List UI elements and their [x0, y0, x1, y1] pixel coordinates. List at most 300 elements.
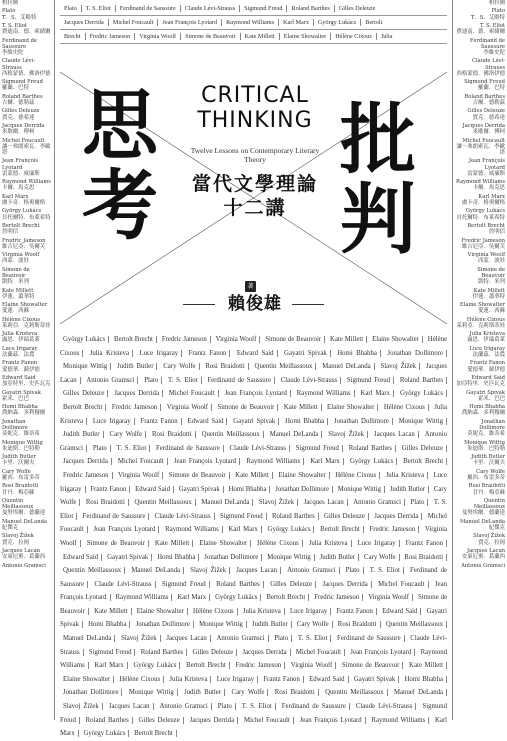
- top-grid-name: Michel Foucault: [109, 19, 159, 26]
- side-name-en: Michel Foucault: [2, 137, 45, 144]
- top-grid-name: Virginia Woolf: [135, 33, 181, 40]
- side-name-en: Antonio Gramsci: [461, 562, 505, 569]
- paragraph-name: Frantz Fanon: [333, 608, 377, 615]
- side-name-entry: [455, 563, 505, 569]
- side-name-entry: [455, 223, 505, 235]
- side-name-en: Luce Irigaray: [2, 345, 38, 352]
- paragraph-name: Jean François Lyotard: [222, 390, 291, 397]
- paragraph-name: Manuel DeLanda: [60, 635, 115, 642]
- side-name-entry: [455, 38, 505, 57]
- paragraph-name: Quentin Meillassoux: [322, 689, 388, 696]
- paragraph-name: Simone de Beauvoir: [339, 662, 403, 669]
- paragraph-name: Gilles Deleuze: [190, 649, 238, 656]
- side-name-cn: 雷蒙德．威廉斯: [2, 170, 40, 177]
- paragraph-name: Judith Butler: [114, 363, 157, 370]
- paragraph-name: Hélène Cixous: [254, 540, 303, 547]
- side-name-entry: [455, 302, 505, 314]
- side-name-en: T. S. Eliot: [2, 22, 27, 29]
- chinese-subtitle-line2: 十二講: [223, 197, 287, 219]
- side-name-entry: [2, 208, 52, 220]
- paragraph-name: György Lukács: [212, 594, 261, 601]
- side-name-entry: [2, 317, 52, 329]
- paragraph-name: Jonathan Dollimore: [133, 621, 194, 628]
- paragraph-name: Kate Millett: [232, 472, 273, 479]
- paragraph-name: Plato: [407, 499, 428, 506]
- paragraph-name: Jean François Lyotard: [171, 458, 241, 465]
- side-name-en: Jacques Derrida: [462, 122, 505, 129]
- paragraph-name: Jean François Lyotard: [347, 649, 415, 656]
- side-name-cn: 加亞特里．史匹瓦克: [2, 381, 51, 388]
- paragraph-name: Simone de Beauvoir: [166, 472, 230, 479]
- side-name-cn: 貝托爾特．布萊希特: [2, 214, 51, 221]
- paragraph-name: Simone de Beauvoir: [84, 540, 149, 547]
- side-name-entry: [455, 533, 505, 545]
- side-name-en: Raymond Williams: [2, 179, 51, 186]
- side-name-entry: [2, 360, 52, 372]
- side-name-entry: [455, 548, 505, 560]
- paragraph-name: Jacques Derrida: [60, 458, 112, 465]
- side-name-entry: [2, 194, 52, 206]
- side-name-cn: 卡爾．馬克思: [472, 185, 505, 192]
- paragraph-name: T. S. Eliot: [114, 445, 151, 452]
- side-name-cn: 莫妮克．維蒂希: [2, 431, 40, 438]
- side-name-en: Rosi Braidotti: [2, 483, 39, 490]
- paragraph-name: Claude Lévi-Strauss: [227, 445, 290, 452]
- side-name-en: Fredric Jameson: [461, 237, 505, 244]
- paragraph-name: Cary Wolfe: [294, 621, 333, 628]
- side-name-entry: [455, 317, 505, 329]
- side-name-cn: 讓－弗朗索瓦．李歐塔: [456, 143, 505, 156]
- side-name-cn: 柏拉圖: [488, 0, 505, 6]
- top-grid-name: Ferdinand de Saussure: [116, 5, 181, 12]
- paragraph-name: Monique Wittig: [126, 689, 178, 696]
- paragraph-name: Rosi Braidotti: [335, 621, 381, 628]
- paragraph-name: Homi Bhabha: [226, 486, 271, 493]
- paragraph-name: Monique Wittig: [264, 554, 314, 561]
- side-name-cn: 凱特．米列: [2, 279, 29, 286]
- top-grid-row: [60, 16, 447, 30]
- side-name-en: Virginia Woolf: [2, 252, 40, 259]
- side-name-entry: [2, 454, 52, 466]
- side-name-cn: 柏拉圖: [2, 0, 19, 6]
- paragraph-name: Frantz Fanon: [403, 540, 447, 547]
- paragraph-name: Fredric Jameson: [311, 594, 363, 601]
- paragraph-name: Plato: [343, 567, 364, 574]
- paragraph-name: Homi Bhabha: [402, 676, 447, 683]
- paragraph-name: Gilles Deleuze: [321, 513, 369, 520]
- paragraph-name: Julia Kristeva: [383, 472, 428, 479]
- paragraph-name: Antonio Gramsci: [83, 377, 138, 384]
- left-name-column: [2, 0, 52, 720]
- top-grid-name: Elaine Showalter: [280, 33, 331, 40]
- paragraph-name: Elaine Showalter: [60, 676, 114, 683]
- side-name-cn: 米歇爾．傅柯: [472, 129, 505, 136]
- top-grid-name: Bertolt: [365, 19, 383, 26]
- side-name-cn: 賈克．拉岡: [2, 539, 29, 546]
- side-name-entry: [455, 519, 505, 531]
- paragraph-name: Monique Wittig: [335, 486, 385, 493]
- side-name-entry: [2, 288, 52, 300]
- side-name-cn: 西蒙．波娃: [2, 258, 29, 265]
- paragraph-name: Homi Bhabha: [85, 621, 130, 628]
- side-name-en: Karl Marx: [478, 193, 505, 200]
- top-grid-row: [60, 30, 447, 44]
- paragraph-name: Jonathan Dollimore: [331, 418, 393, 425]
- side-name-en: Monique Wittig: [2, 439, 43, 446]
- side-name-cn: 茱莉亞．克莉斯蒂娃: [456, 322, 505, 329]
- paragraph-name: György Lukács: [347, 458, 397, 465]
- right-name-column: [455, 0, 505, 720]
- side-name-en: Elaine Showalter: [2, 302, 48, 309]
- side-name-cn: 羅西．布雷多蒂: [467, 475, 505, 482]
- side-name-entry: [2, 346, 52, 358]
- paragraph-name: Manuel DeLanda: [128, 567, 184, 574]
- side-name-entry: [2, 483, 52, 495]
- top-grid-name: Sigmund Freud: [240, 5, 287, 12]
- paragraph-name: Claude Lévi-Strauss: [353, 703, 417, 710]
- paragraph-name: Hélène Cixous: [116, 676, 164, 683]
- side-name-entry: [455, 23, 505, 35]
- paragraph-name: Sigmund Freud: [159, 581, 210, 588]
- side-name-entry: [455, 8, 505, 20]
- paragraph-name: Rosi Braidotti: [83, 499, 129, 506]
- paragraph-name: Edward Said: [234, 350, 278, 357]
- side-name-cn: 盧卡奇．格奧爾格: [461, 199, 505, 206]
- side-name-en: Jonathan Dollimore: [2, 418, 28, 432]
- paragraph-name: Raymond Williams: [294, 390, 355, 397]
- paragraph-name: Manuel DeLanda: [319, 363, 374, 370]
- side-name-en: Quentin Meillassoux: [2, 498, 34, 511]
- paragraph-name: Kate Millett: [406, 662, 447, 669]
- side-name-en: Slavoj Žižek: [473, 533, 505, 540]
- side-name-entry: [455, 483, 505, 495]
- paragraph-name: Karl Marx: [357, 390, 394, 397]
- side-name-en: Jean François Lyotard: [468, 158, 505, 171]
- side-name-cn: 愛德華．薩伊德: [467, 366, 505, 373]
- side-name-en: Jean François Lyotard: [2, 158, 39, 171]
- author-seal: 著: [245, 281, 256, 292]
- paragraph-name: Jacques Lacan: [106, 703, 154, 710]
- name-paragraph: [60, 333, 448, 738]
- paragraph-name: Gilles Deleuze: [399, 445, 447, 452]
- paragraph-name: Quentin Meillassoux: [383, 621, 447, 628]
- paragraph-name: Hélène Cixous: [190, 608, 238, 615]
- paragraph-name: T. S. Eliot: [295, 635, 331, 642]
- paragraph-name: Edward Said: [132, 486, 174, 493]
- paragraph-name: Virginia Woolf: [60, 526, 447, 547]
- paragraph-name: Bertolt Brecht: [131, 730, 177, 737]
- paragraph-name: György Lukács: [265, 526, 315, 533]
- paragraph-name: György Lukács: [60, 336, 109, 343]
- paragraph-name: Judith Butler: [387, 486, 429, 493]
- paragraph-name: Sigmund Freud: [344, 377, 394, 384]
- paragraph-name: Monique Wittig: [196, 621, 247, 628]
- side-name-cn: T．S．艾略特: [2, 14, 37, 21]
- paragraph-name: Elaine Showalter: [196, 540, 251, 547]
- paragraph-name: Fredric Jameson: [367, 526, 420, 533]
- side-name-cn: 愛蓮．西蘇: [2, 308, 29, 315]
- right-column-divider: [452, 0, 453, 720]
- paragraph-name: Fredric Jameson: [159, 336, 211, 343]
- side-name-en: Bertolt Brecht: [2, 222, 40, 229]
- side-name-en: Roland Barthes: [464, 93, 505, 100]
- paragraph-name: Michel Foucault: [115, 458, 168, 465]
- top-grid-name: Roland Barthes: [287, 5, 334, 12]
- side-name-en: Michel Foucault: [462, 137, 505, 144]
- side-name-en: Edward Said: [471, 375, 505, 382]
- side-name-entry: [2, 419, 52, 438]
- side-name-cn: 茱莉亞．克莉斯蒂娃: [2, 322, 51, 329]
- side-name-en: Elaine Showalter: [459, 302, 505, 309]
- paragraph-name: Quentin Meillassoux: [252, 363, 317, 370]
- side-name-cn: 甘丹．梅亞蘇: [472, 489, 505, 496]
- top-grid-name: Gilles Deleuze: [338, 5, 376, 12]
- paragraph-name: Jacques Derrida: [319, 581, 371, 588]
- side-name-entry: [2, 123, 52, 135]
- side-name-en: Karl Marx: [2, 193, 29, 200]
- paragraph-name: Julia Kristeva: [87, 350, 133, 357]
- paragraph-name: Gayatri Spivak: [281, 350, 331, 357]
- paragraph-name: Jean François Lyotard: [297, 717, 366, 724]
- side-name-en: Kate Millett: [2, 287, 34, 294]
- paragraph-name: Homi Bhabha: [334, 350, 381, 357]
- paragraph-name: Bertolt Brecht: [400, 458, 447, 465]
- side-name-entry: [455, 419, 505, 438]
- top-grid-name: Claude Lévi-Strauss: [181, 5, 240, 12]
- side-name-cn: 紀傑克: [488, 525, 505, 532]
- paragraph-name: Kate Millett: [281, 404, 322, 411]
- side-name-entry: [2, 519, 52, 531]
- paragraph-name: Bertolt Brecht: [111, 336, 157, 343]
- side-name-en: Judith Butler: [2, 454, 36, 461]
- paragraph-name: Claude Lévi-Strauss: [60, 635, 447, 656]
- paragraph-name: Judith Butler: [317, 554, 360, 561]
- side-name-entry: [455, 0, 505, 6]
- paragraph-name: Frantz Fanon: [186, 350, 231, 357]
- side-name-en: Simone de Beauvoir: [2, 266, 30, 279]
- paragraph-name: Ferdinand de Saussure: [60, 567, 448, 588]
- side-name-en: Homi Bhabha: [469, 404, 505, 411]
- top-grid-name: Raymond Williams: [222, 19, 279, 26]
- paragraph-name: Cary Wolfe: [361, 554, 399, 561]
- paragraph-name: Elaine Showalter: [369, 336, 423, 343]
- paragraph-name: Jacques Derrida: [371, 513, 422, 520]
- paragraph-name: Edward Said: [379, 608, 421, 615]
- paragraph-name: Karl Marx: [91, 662, 127, 669]
- paragraph-name: Fredric Jameson: [109, 404, 161, 411]
- side-name-entry: [2, 23, 52, 35]
- paragraph-name: György Lukács: [130, 662, 180, 669]
- side-name-cn: 羅蘭．巴特: [2, 85, 29, 92]
- paragraph-name: Elaine Showalter: [134, 608, 188, 615]
- side-name-cn: 米歇爾．傅柯: [2, 129, 35, 136]
- paragraph-name: Edward Said: [184, 418, 227, 425]
- paragraph-name: Ferdinand de Saussure: [279, 703, 350, 710]
- top-grid-name: Karl Marx: [279, 19, 314, 26]
- side-name-en: Slavoj Žižek: [2, 533, 34, 540]
- side-name-cn: 貝托爾特．布萊希特: [456, 214, 505, 221]
- side-name-cn: 甘丹．梅亞蘇: [2, 489, 35, 496]
- side-name-cn: 露思．伊瑞葛萊: [467, 337, 505, 344]
- side-name-en: Plato: [2, 8, 16, 15]
- paragraph-name: Ferdinand de Saussure: [204, 377, 275, 384]
- paragraph-name: Jonathan Dollimore: [384, 350, 447, 357]
- paragraph-name: Luce Irigaray: [60, 471, 448, 493]
- side-name-cn: 吉爾．德勒茲: [2, 99, 35, 106]
- side-name-cn: 伊蓮．蕭華特: [2, 293, 35, 300]
- side-name-en: Quentin Meillassoux: [473, 498, 505, 511]
- paragraph-name: Quentin Meillassoux: [131, 499, 196, 506]
- side-name-en: Julia Kristeva: [2, 331, 38, 338]
- side-name-cn: 愛德華．薩伊德: [2, 366, 40, 373]
- paragraph-name: Luce Irigaray: [90, 418, 135, 425]
- side-name-cn: 盧卡奇．格奧爾格: [2, 199, 46, 206]
- paragraph-name: Roland Barthes: [213, 581, 264, 588]
- paragraph-name: Virginia Woolf: [365, 594, 413, 601]
- side-name-entry: [2, 79, 52, 91]
- side-name-cn: 費迪南．德．索緒爾: [2, 29, 51, 36]
- paragraph-name: Kate Millett: [152, 540, 193, 547]
- left-column-divider: [54, 0, 55, 720]
- paragraph-name: Hélène Cixous: [60, 336, 448, 357]
- side-name-en: Plato: [491, 8, 505, 15]
- side-name-en: Manuel DeLanda: [460, 518, 505, 525]
- paragraph-name: Frantz Fanon: [87, 486, 130, 493]
- side-name-en: Antonio Gramsci: [2, 562, 46, 569]
- paragraph-name: Bertolt Brecht: [60, 404, 106, 411]
- paragraph-name: Plato: [215, 703, 236, 710]
- side-name-en: Roland Barthes: [2, 93, 43, 100]
- paragraph-name: Quentin Meillassoux: [60, 567, 125, 574]
- top-grid-name: Julia: [380, 33, 393, 40]
- side-name-en: Sigmund Freud: [2, 79, 43, 86]
- paragraph-name: Jean François Lyotard: [90, 526, 159, 533]
- paragraph-name: Slavoj Žižek: [187, 567, 230, 574]
- paragraph-name: Judith Butler: [60, 431, 104, 438]
- paragraph-name: Jacques Lacan: [233, 567, 281, 574]
- side-name-entry: [2, 94, 52, 106]
- side-name-entry: [2, 138, 52, 157]
- side-name-cn: 雷蒙德．威廉斯: [467, 170, 505, 177]
- paragraph-name: Gayatri Spivak: [104, 554, 152, 561]
- paragraph-name: Hélène Cixous: [381, 404, 429, 411]
- side-name-en: Fredric Jameson: [2, 237, 46, 244]
- paragraph-name: T. S. Eliot: [367, 567, 404, 574]
- paragraph-name: Ferdinand de Saussure: [153, 445, 224, 452]
- paragraph-name: Manuel DeLanda: [198, 499, 253, 506]
- paragraph-name: Cary Wolfe: [60, 485, 448, 507]
- side-name-entry: [2, 223, 52, 235]
- paragraph-name: Bertolt Brecht: [317, 526, 364, 533]
- paragraph-name: Raymond Williams: [112, 594, 172, 601]
- side-name-cn: 詹明信: [2, 229, 19, 236]
- paragraph-name: Gayatri Spivak: [351, 676, 400, 683]
- top-grid-name: Jacques Derrida: [60, 19, 109, 26]
- side-name-entry: [455, 267, 505, 286]
- paragraph-name: Jonathan Dollimore: [272, 486, 333, 493]
- paragraph-name: Julia Kristeva: [166, 676, 211, 683]
- side-name-entry: [455, 360, 505, 372]
- side-name-entry: [2, 548, 52, 560]
- paragraph-name: Kate Millett: [91, 608, 132, 615]
- side-name-en: Ferdinand de Saussure: [470, 37, 505, 50]
- side-name-entry: [2, 38, 52, 57]
- side-name-en: Monique Wittig: [464, 439, 505, 446]
- side-name-cn: 伊蓮．蕭華特: [472, 293, 505, 300]
- paragraph-name: Frantz Fanon: [260, 676, 304, 683]
- side-name-cn: 露思．伊瑞葛萊: [2, 337, 40, 344]
- top-grid-row: [60, 2, 447, 16]
- paragraph-name: Gilles Deleuze: [60, 390, 108, 397]
- side-name-en: Kate Millett: [473, 287, 505, 294]
- paragraph-name: Rosi Braidotti: [202, 363, 248, 370]
- paragraph-name: Gilles Deleuze: [267, 581, 316, 588]
- side-name-cn: 曼努埃爾．德蘭達: [2, 510, 46, 517]
- side-name-en: Hélène Cixous: [466, 316, 505, 323]
- paragraph-name: Virginia Woolf: [164, 404, 212, 411]
- side-name-entry: [455, 288, 505, 300]
- side-name-cn: 西蒙．波娃: [478, 258, 505, 265]
- side-name-entry: [2, 563, 52, 569]
- paragraph-name: Raymond Williams: [60, 648, 448, 670]
- side-name-entry: [455, 440, 505, 452]
- side-name-cn: 維吉尼亞．吳爾芙: [461, 243, 505, 250]
- side-name-entry: [2, 108, 52, 120]
- paragraph-name: Rosi Braidotti: [272, 689, 319, 696]
- chinese-subtitle: [160, 172, 350, 220]
- side-name-en: Gilles Deleuze: [467, 108, 505, 115]
- side-name-en: Jacques Lacan: [467, 548, 505, 554]
- top-grid-name: T. S. Eliot: [82, 5, 116, 12]
- top-name-grid: [60, 2, 447, 72]
- side-name-cn: 愛蓮．西蘇: [478, 308, 505, 315]
- paragraph-name: Jacques Lacan: [60, 363, 447, 384]
- chinese-subtitle-line1: 當代文學理論: [191, 173, 318, 195]
- side-name-en: Gayatri Spivak: [2, 389, 41, 396]
- side-name-cn: 賈克．拉岡: [478, 539, 505, 546]
- paragraph-name: Antonio Gramsci: [350, 499, 405, 506]
- side-name-entry: [2, 533, 52, 545]
- paragraph-name: Antonio Gramsci: [284, 567, 339, 574]
- side-name-entry: [2, 440, 52, 452]
- paragraph-name: Jacques Derrida: [111, 390, 163, 397]
- paragraph-name: Slavoj Žižek: [325, 431, 368, 438]
- side-name-entry: [2, 252, 52, 264]
- paragraph-name: Raymond Williams: [162, 526, 223, 533]
- paragraph-name: Gilles Deleuze: [136, 717, 184, 724]
- paragraph-name: Michel Foucault: [293, 649, 345, 656]
- paragraph-name: Cary Wolfe: [228, 689, 268, 696]
- top-grid-name: Simone de Beauvoir: [181, 33, 241, 40]
- side-name-cn: 羅西．布雷多蒂: [2, 475, 40, 482]
- side-name-cn: 霍米．巴巴: [478, 395, 505, 402]
- side-name-cn: 李維史陀: [2, 49, 24, 56]
- side-name-cn: 法蘭茲．法農: [472, 352, 505, 359]
- side-name-entry: [2, 158, 52, 177]
- side-name-entry: [2, 179, 52, 191]
- side-name-cn: 維吉尼亞．吳爾芙: [2, 243, 46, 250]
- side-name-cn: 吉爾．德勒茲: [472, 99, 505, 106]
- side-name-entry: [455, 79, 505, 91]
- paragraph-name: György Lukács: [397, 390, 447, 397]
- paragraph-name: Luce Irigaray: [214, 676, 258, 683]
- side-name-cn: 羅蘭．巴特: [478, 85, 505, 92]
- paragraph-name: Elaine Showalter: [275, 472, 329, 479]
- paragraph-name: Roland Barthes: [397, 377, 447, 384]
- side-name-en: Claude Lévi-Strauss: [2, 58, 35, 71]
- side-name-entry: [455, 375, 505, 387]
- paragraph-name: Ferdinand de Saussure: [334, 635, 405, 642]
